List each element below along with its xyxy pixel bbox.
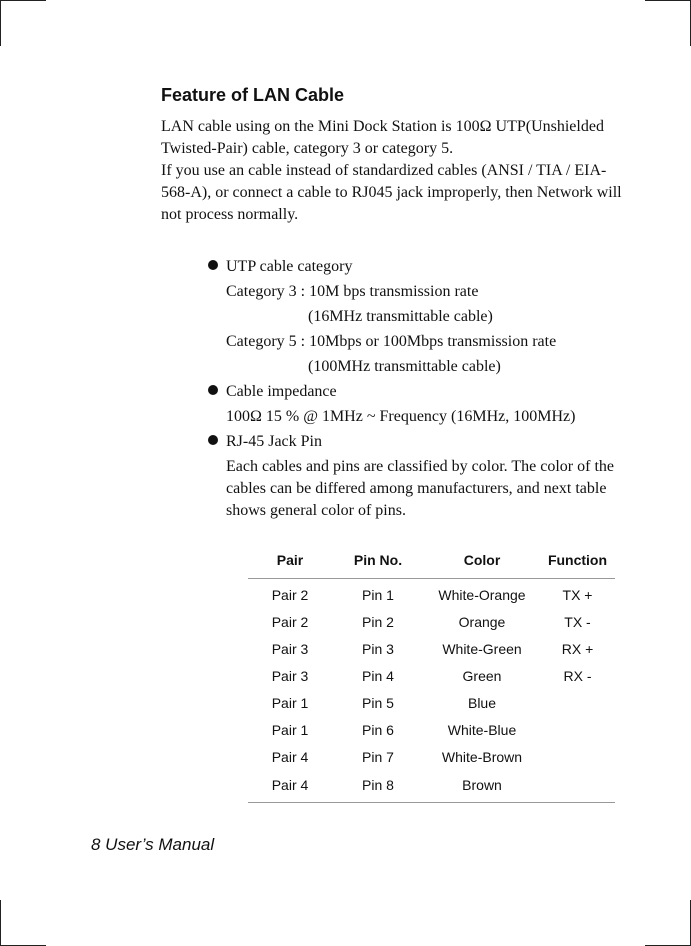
cell-pair: Pair 3: [271, 640, 309, 657]
cell-pair: Pair 4: [271, 748, 309, 765]
cell-pin: Pin 6: [362, 721, 394, 738]
cell-function: RX +: [561, 640, 594, 657]
utp-category-5-note: (100MHz transmittable cable): [308, 358, 501, 375]
table-row: [248, 662, 615, 689]
bullet-dot-icon: [208, 385, 218, 395]
cell-pair: Pair 3: [271, 667, 309, 684]
cell-pair: Pair 2: [271, 613, 309, 630]
cell-pair: Pair 4: [248, 770, 332, 803]
cell-pair: Pair 1: [271, 694, 309, 711]
utp-category-3: Category 3 : 10M bps transmission rate: [226, 283, 479, 300]
cell-color: White-Orange: [438, 586, 526, 603]
intro-paragraph-1: LAN cable using on the Mini Dock Station is 100Ω UTP(Unshielded Twisted-Pair) cable, category 3 or category 5.: [161, 118, 604, 157]
header-function: Function: [540, 541, 615, 579]
cell-function: [540, 743, 615, 770]
cell-function: RX -: [563, 667, 592, 684]
cell-function: TX +: [562, 586, 593, 603]
impedance-value: 100Ω 15 % @ 1MHz ~ Frequency (16MHz, 100MHz): [226, 408, 576, 425]
utp-category-3-note: (16MHz transmittable cable): [308, 308, 493, 325]
table-row: [248, 689, 615, 716]
cell-pin: Pin 5: [362, 694, 394, 711]
cell-function: [540, 716, 615, 743]
cell-color: White-Brown: [441, 748, 523, 765]
bullet-rj45-title: RJ-45 Jack Pin: [226, 433, 322, 450]
crop-mark-bottom-left-v: [0, 900, 1, 946]
table-header-row: [248, 541, 615, 579]
crop-mark-top-left-h: [0, 0, 46, 1]
header-pin-no: Pin No.: [332, 541, 424, 579]
cell-pin: Pin 7: [362, 748, 394, 765]
cell-color: Brown: [424, 770, 540, 803]
table-row: [248, 608, 615, 635]
cell-pin: Pin 8: [332, 770, 424, 803]
bullet-impedance-title: Cable impedance: [226, 383, 337, 400]
header-pair: Pair: [248, 541, 332, 579]
cell-function: TX -: [564, 613, 591, 630]
bullet-utp-title: UTP cable category: [226, 258, 353, 275]
cell-color: Blue: [467, 694, 497, 711]
table-row: [248, 635, 615, 662]
cell-pin: Pin 2: [362, 613, 394, 630]
utp-category-5: Category 5 : 10Mbps or 100Mbps transmission rate: [226, 333, 557, 350]
cell-pin: Pin 4: [362, 667, 394, 684]
table-row: [248, 716, 615, 743]
header-color: Color: [424, 541, 540, 579]
rj45-description: Each cables and pins are classified by color. The color of the cables can be differed among manufacturers, and next table shows general color of pins.: [226, 458, 615, 519]
table-row: [248, 770, 615, 803]
cell-function: [540, 689, 615, 716]
page-footer: 8 User’s Manual: [91, 835, 215, 854]
cell-function: [540, 770, 615, 803]
bullet-dot-icon: [208, 260, 218, 270]
cell-color: White-Blue: [447, 721, 517, 738]
table-row: [248, 579, 615, 609]
intro-paragraph-2: If you use an cable instead of standardized cables (ANSI / TIA / EIA-568-A), or connect a cable to RJ045 jack improperly, then Network will not process normally.: [161, 162, 622, 223]
section-heading: Feature of LAN Cable: [161, 85, 345, 105]
cell-pair: Pair 2: [271, 586, 309, 603]
table-row: [248, 743, 615, 770]
bullet-dot-icon: [208, 435, 218, 445]
crop-mark-top-left-v: [0, 0, 1, 46]
cell-color: White-Green: [442, 640, 522, 657]
cell-color: Orange: [458, 613, 506, 630]
pin-color-table: [248, 541, 615, 803]
cell-pin: Pin 1: [362, 586, 394, 603]
crop-mark-top-right-h: [645, 0, 691, 1]
cell-color: Green: [462, 667, 502, 684]
cell-pin: Pin 3: [362, 640, 394, 657]
cell-pair: Pair 1: [271, 721, 309, 738]
